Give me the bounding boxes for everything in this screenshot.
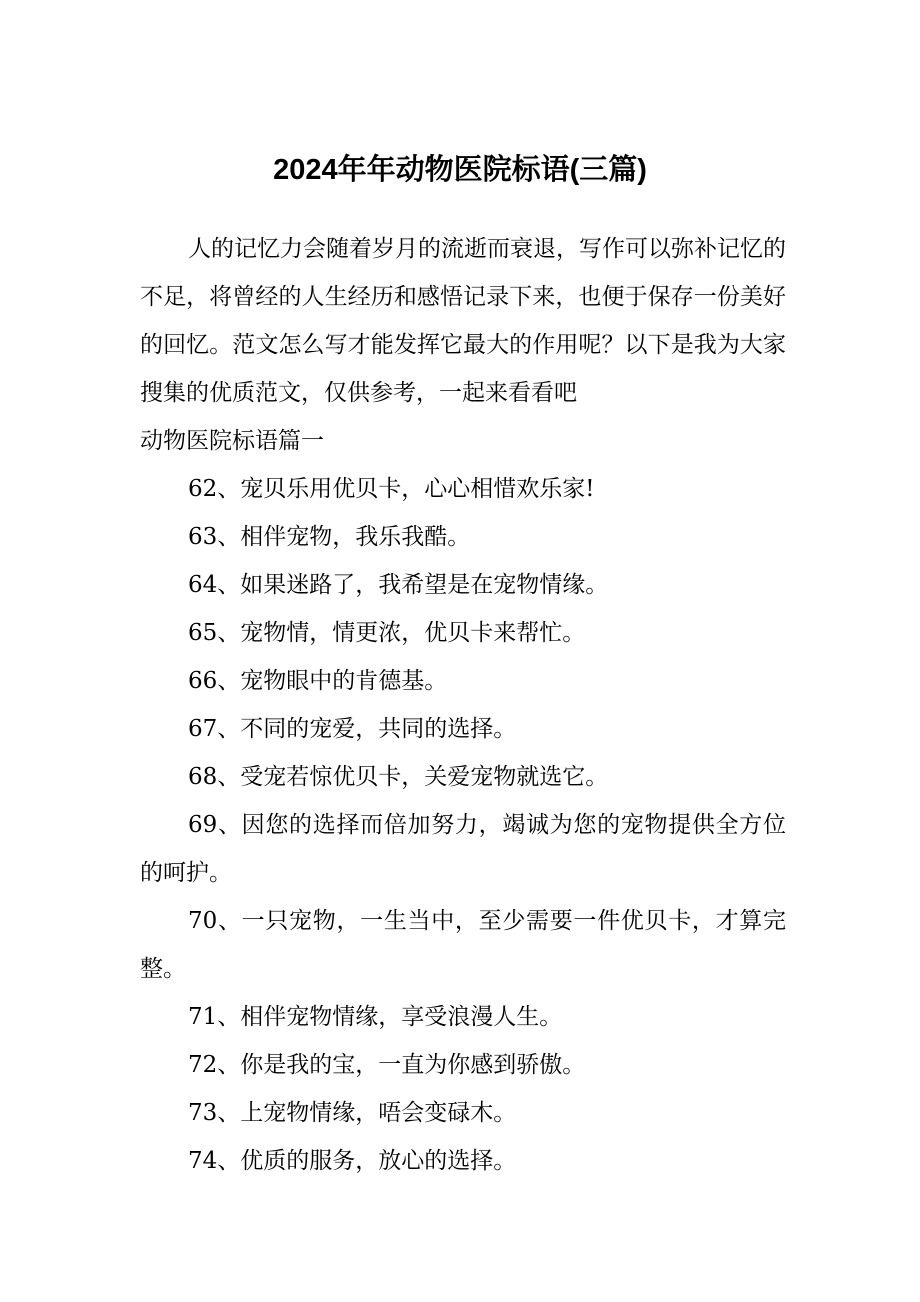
slogan-item: 71、相伴宠物情缘，享受浪漫人生。 xyxy=(188,1004,563,1030)
slogan-item: 74、优质的服务，放心的选择。 xyxy=(188,1148,517,1174)
slogan-item: 63、相伴宠物，我乐我酷。 xyxy=(188,524,471,550)
document-title: 2024年年动物医院标语(三篇) xyxy=(273,154,647,186)
slogan-item: 64、如果迷路了，我希望是在宠物情缘。 xyxy=(188,572,609,598)
intro-paragraph: 人的记忆力会随着岁月的流逝而衰退，写作可以弥补记忆的不足，将曾经的人生经历和感悟记录下来，也便于保存一份美好的回忆。范文怎么写才能发挥它最大的作用呢？以下是我为大家搜集的优质范文，仅供参考，一起来看看吧 xyxy=(140,236,786,406)
slogan-item: 66、宠物眼中的肯德基。 xyxy=(188,668,448,694)
slogan-item: 72、你是我的宝，一直为你感到骄傲。 xyxy=(188,1052,586,1078)
document-body xyxy=(140,225,786,1185)
slogan-item: 73、上宠物情缘，唔会变碌木。 xyxy=(188,1100,517,1126)
slogan-item: 70、一只宠物，一生当中，至少需要一件优贝卡，才算完整。 xyxy=(140,908,786,982)
slogan-item: 62、宠贝乐用优贝卡，心心相惜欢乐家! xyxy=(188,476,595,502)
slogan-item: 67、不同的宠爱，共同的选择。 xyxy=(188,716,517,742)
section-heading: 动物医院标语篇一 xyxy=(140,428,324,454)
slogan-item: 68、受宠若惊优贝卡，关爱宠物就选它。 xyxy=(188,764,609,790)
slogan-item: 69、因您的选择而倍加努力，竭诚为您的宠物提供全方位的呵护。 xyxy=(140,812,786,886)
slogan-item: 65、宠物情，情更浓，优贝卡来帮忙。 xyxy=(188,620,586,646)
